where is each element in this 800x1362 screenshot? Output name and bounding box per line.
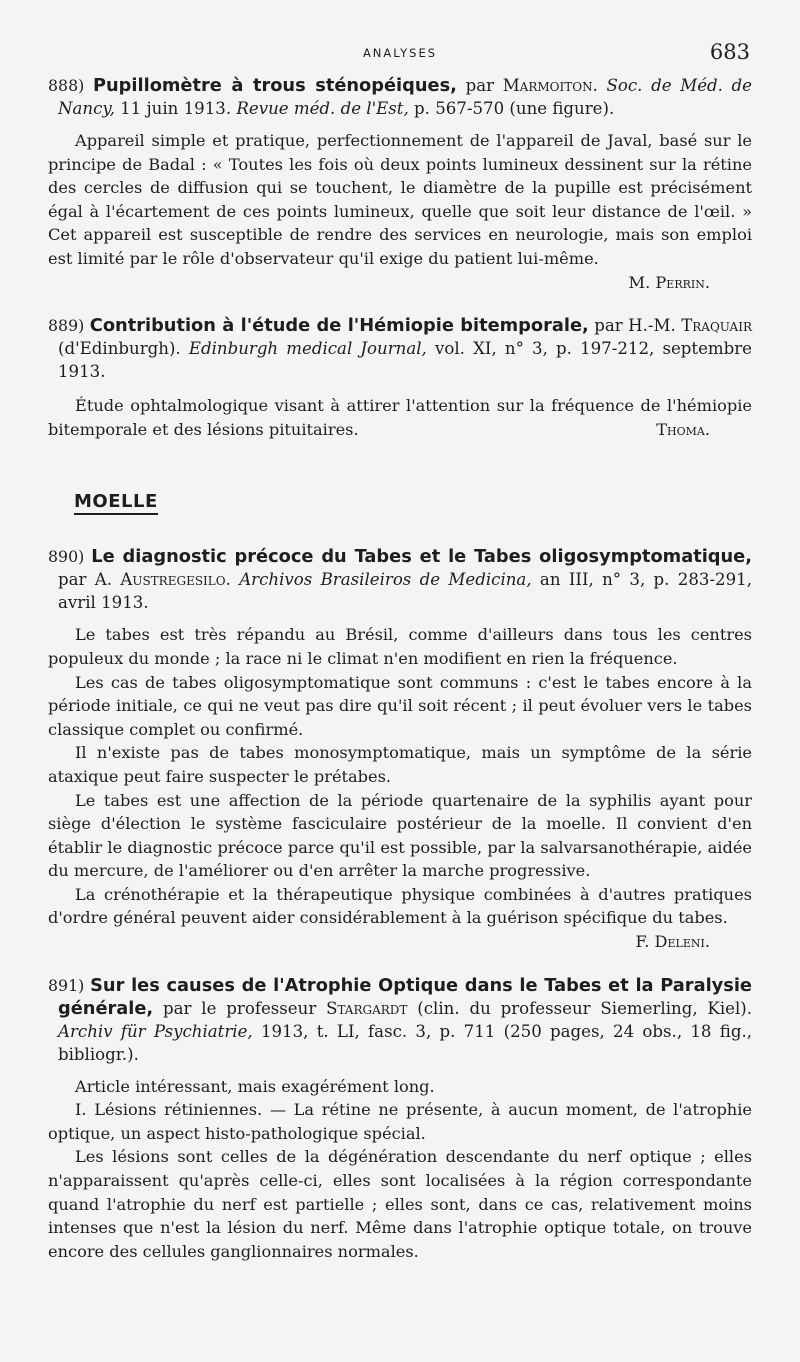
entry-paragraph [48, 394, 752, 441]
entry-ref-pre: (clin. du professeur Siemerling, Kiel). [407, 998, 753, 1018]
entry-author: A. Austregesilo [94, 570, 226, 590]
entry-journal: Archiv für Psychiatrie, [58, 1021, 253, 1041]
paragraph-text: Appareil simple et pratique, perfectionnement de l'appareil de Javal, basé sur le principe de Badal : « Toutes les fois où deux points lumineux dessinent sur la rétine des cercles de diffusion qui se touchent, le diamètre de la pupille est précisément égal à l'écartement de ces points lumineux, quelle que soit leur distance de l'œil. » Cet appareil est susceptible de rendre des services en neurologie, mais son emploi est limité par le rôle d'observateur qu'il exige du patient lui-même. [48, 131, 752, 268]
entry-paragraph: Le tabes est très répandu au Brésil, comme d'ailleurs dans tous les centres populeux du monde ; la race ni le climat n'en modifient en rien la fréquence. [48, 625, 752, 668]
entry-journal-2: Revue méd. de l'Est, [236, 99, 409, 118]
entry-paragraph: I. Lésions rétiniennes. — La rétine ne présente, à aucun moment, de l'atrophie optique, un aspect histo-pathologique spécial. [48, 1100, 752, 1143]
entry-heading [48, 545, 752, 614]
entry-title: Sur les causes de l'Atrophie Optique dans le Tabes et la Paralysie générale, [58, 974, 752, 1019]
entry-number: 888) [48, 76, 85, 95]
entry-number: 890) [48, 547, 85, 567]
paragraph-text: La crénothérapie et la thérapeutique physique combinées à d'autres pratiques d'ordre général peuvent aider considérablement à la guérison spécifique du tabes. [48, 884, 752, 928]
entry-888 [48, 74, 752, 294]
entry-by: par [456, 76, 503, 95]
entry-author: Marmoiton [502, 76, 593, 95]
entry-ref-mid: an III, n° 3, p. 283-291, avril 1913. [58, 570, 752, 613]
entry-by: par [588, 316, 629, 336]
entry-heading [48, 974, 752, 1066]
entry-author: H.-M. Traquair [628, 316, 752, 336]
entry-author: Stargardt [326, 998, 408, 1018]
entry-890 [48, 545, 752, 953]
entry-body [48, 623, 752, 953]
page-number: 683 [709, 40, 750, 64]
entry-signature: Thoma. [656, 419, 710, 439]
paragraph-text: Étude ophtalmologique visant à attirer l'attention sur la fréquence de l'hémiopie bitemporale et des lésions pituitaires. [48, 396, 752, 439]
entry-signature: F. Deleni. [635, 932, 710, 952]
entry-paragraph: Le tabes est une affection de la période quartenaire de la syphilis ayant pour siège d'élection le système fasciculaire postérieur de la moelle. Il convient d'en établir le diagnostic précoce parce qu'il est possible, par la salvarsanothérapie, aidée du mercure, de l'améliorer ou d'en arrêter la marche progressive. [48, 790, 752, 881]
entry-journal: Edinburgh medical Journal, [188, 339, 427, 359]
entry-title: Le diagnostic précoce du Tabes et le Tabes oligosymptomatique, [91, 546, 752, 568]
entry-889 [48, 314, 752, 441]
entry-ref-pre: . [592, 76, 607, 95]
entry-paragraph: Les lésions sont celles de la dégénération descendante du nerf optique ; elles n'apparaissent qu'après celle-ci, elles sont localisées à la région correspondante quand l'atrophie du nerf est partielle ; elles sont, dans ce cas, relativement moins intenses que n'est la lésion du nerf. Même dans l'atrophie optique totale, on trouve encore des cellules ganglionnaires normales. [48, 1147, 752, 1261]
entry-journal: Soc. de Méd. de Nancy, [58, 76, 752, 118]
entry-signature: M. Perrin. [628, 272, 710, 292]
content [48, 74, 752, 1263]
entry-ref-mid: vol. XI, n° 3, p. 197-212, septembre 1913. [58, 339, 752, 382]
running-title: ANALYSES [362, 46, 438, 60]
section-title: MOELLE [74, 491, 158, 515]
entry-body [48, 1075, 752, 1264]
entry-paragraph: Les cas de tabes oligosymptomatique sont communs : c'est le tabes encore à la période initiale, ce qui ne veut pas dire qu'il soit récent ; il peut évoluer vers le tabes classique complet ou confirmé. [48, 672, 752, 739]
entry-journal: Archivos Brasileiros de Medicina, [239, 570, 532, 590]
entry-by: par le professeur [153, 998, 327, 1018]
entry-paragraph [48, 129, 752, 292]
entry-number: 889) [48, 316, 85, 336]
section-block [48, 491, 752, 515]
entry-title: Pupillomètre à trous sténopéiques, [92, 75, 457, 96]
entry-ref-pre: (d'Edinburgh). [58, 339, 189, 359]
entry-heading [48, 314, 752, 383]
entry-paragraph: Article intéressant, mais exagérément long. [75, 1076, 435, 1096]
running-head [0, 40, 800, 70]
entry-ref-post: p. 567-570 (une figure). [408, 99, 615, 118]
entry-ref-pre: . [225, 570, 240, 590]
entry-number: 891) [48, 975, 85, 995]
entry-heading [48, 74, 752, 120]
entry-title: Contribution à l'étude de l'Hémiopie bitemporale, [89, 315, 589, 337]
entry-891 [48, 974, 752, 1264]
entry-paragraph [48, 883, 752, 952]
entry-ref-mid: 11 juin 1913. [114, 99, 237, 118]
entry-ref-mid: 1913, t. LI, fasc. 3, p. 711 (250 pages, 24 obs., 18 fig., bibliogr.). [58, 1021, 752, 1064]
entry-paragraph: Il n'existe pas de tabes monosymptomatique, mais un symptôme de la série ataxique peut faire suspecter le prétabes. [48, 743, 752, 786]
entry-by: par [58, 570, 95, 590]
